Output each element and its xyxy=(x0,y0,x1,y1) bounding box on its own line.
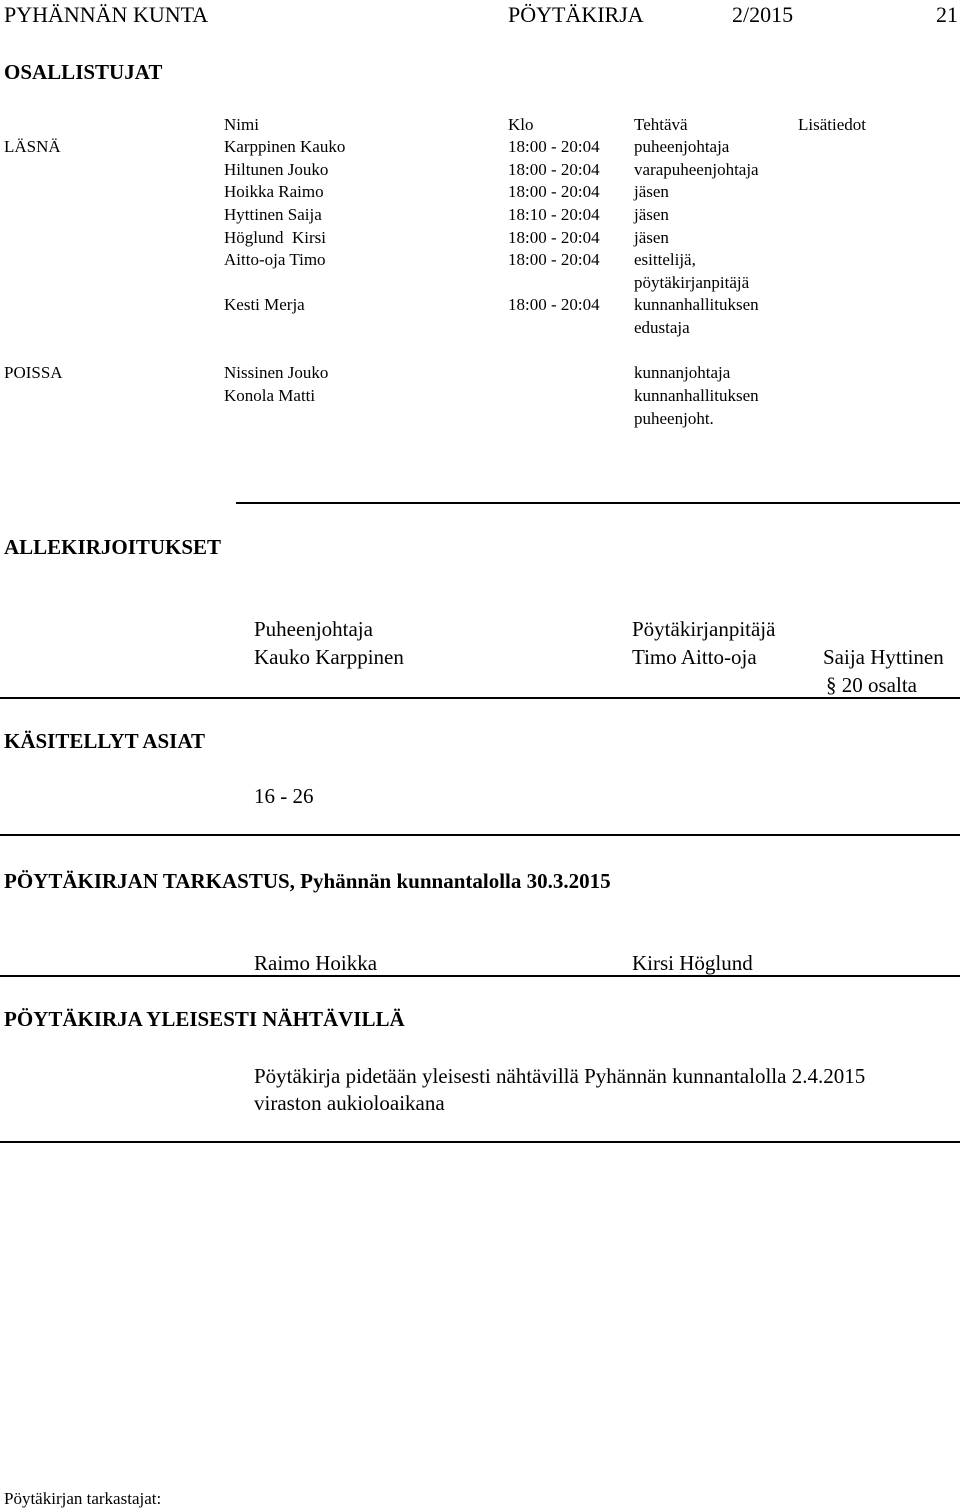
present-role-continued: pöytäkirjanpitäjä xyxy=(634,273,750,292)
signatures-title: ALLEKIRJOITUKSET xyxy=(4,535,222,559)
absent-role: kunnanhallituksen xyxy=(634,386,759,405)
municipality-name: PYHÄNNÄN KUNTA xyxy=(4,2,209,27)
inspector-2-name: Kirsi Höglund xyxy=(632,951,753,975)
present-role: jäsen xyxy=(634,228,669,247)
secretary-name: Timo Aitto-oja xyxy=(632,645,757,669)
absent-name: Konola Matti xyxy=(224,386,316,405)
present-time: 18:00 - 20:04 xyxy=(508,250,600,269)
present-time: 18:00 - 20:04 xyxy=(508,182,600,201)
inspector-1-name: Raimo Hoikka xyxy=(254,951,378,975)
section-note: § 20 osalta xyxy=(826,673,917,697)
public-display-title: PÖYTÄKIRJA YLEISESTI NÄHTÄVILLÄ xyxy=(4,1007,405,1031)
absent-label: POISSA xyxy=(4,363,63,382)
absent-role-continued: puheenjoht. xyxy=(634,409,714,428)
present-role: puheenjohtaja xyxy=(634,137,730,156)
column-header-info: Lisätiedot xyxy=(798,115,866,134)
present-time: 18:00 - 20:04 xyxy=(508,137,600,156)
present-name: Kesti Merja xyxy=(224,295,305,314)
present-name: Hiltunen Jouko xyxy=(224,160,329,179)
absent-name: Nissinen Jouko xyxy=(224,363,329,382)
matters-range: 16 - 26 xyxy=(254,784,314,808)
document-type: PÖYTÄKIRJA xyxy=(508,2,644,27)
divider xyxy=(0,1141,960,1143)
chair-name: Kauko Karppinen xyxy=(254,645,404,669)
present-time: 18:00 - 20:04 xyxy=(508,228,600,247)
present-role: esittelijä, xyxy=(634,250,696,269)
secretary-label: Pöytäkirjanpitäjä xyxy=(632,617,776,641)
present-time: 18:10 - 20:04 xyxy=(508,205,600,224)
present-role: kunnanhallituksen xyxy=(634,295,759,314)
minutes-number: 2/2015 xyxy=(732,2,794,27)
participants-title: OSALLISTUJAT xyxy=(4,60,163,84)
present-name: Aitto-oja Timo xyxy=(224,250,326,269)
matters-title: KÄSITELLYT ASIAT xyxy=(4,729,205,753)
page-number: 21 xyxy=(936,2,958,27)
inspection-title: PÖYTÄKIRJAN TARKASTUS, Pyhännän kunnantalolla 30.3.2015 xyxy=(4,869,611,893)
present-name: Hyttinen Saija xyxy=(224,205,322,224)
chair-label: Puheenjohtaja xyxy=(254,617,373,641)
present-role: varapuheenjohtaja xyxy=(634,160,759,179)
absent-role: kunnanjohtaja xyxy=(634,363,731,382)
divider xyxy=(0,834,960,836)
present-label: LÄSNÄ xyxy=(4,137,61,156)
public-display-line-1: Pöytäkirja pidetään yleisesti nähtävillä Pyhännän kunnantalolla 2.4.2015 xyxy=(254,1064,866,1088)
present-name: Karppinen Kauko xyxy=(224,137,346,156)
present-time: 18:00 - 20:04 xyxy=(508,160,600,179)
present-role-continued: edustaja xyxy=(634,318,690,337)
column-header-name: Nimi xyxy=(224,115,259,134)
present-name: Höglund Kirsi xyxy=(224,228,326,247)
divider xyxy=(0,975,960,977)
present-role: jäsen xyxy=(634,205,669,224)
present-time: 18:00 - 20:04 xyxy=(508,295,600,314)
present-role: jäsen xyxy=(634,182,669,201)
inspectors-label: Pöytäkirjan tarkastajat: xyxy=(4,1489,162,1508)
present-name: Hoikka Raimo xyxy=(224,182,324,201)
divider xyxy=(236,502,960,504)
section-signer-name: Saija Hyttinen xyxy=(823,645,944,669)
divider xyxy=(0,697,960,699)
public-display-line-2: viraston aukioloaikana xyxy=(254,1091,445,1115)
column-header-role: Tehtävä xyxy=(634,115,688,134)
column-header-time: Klo xyxy=(508,115,534,134)
